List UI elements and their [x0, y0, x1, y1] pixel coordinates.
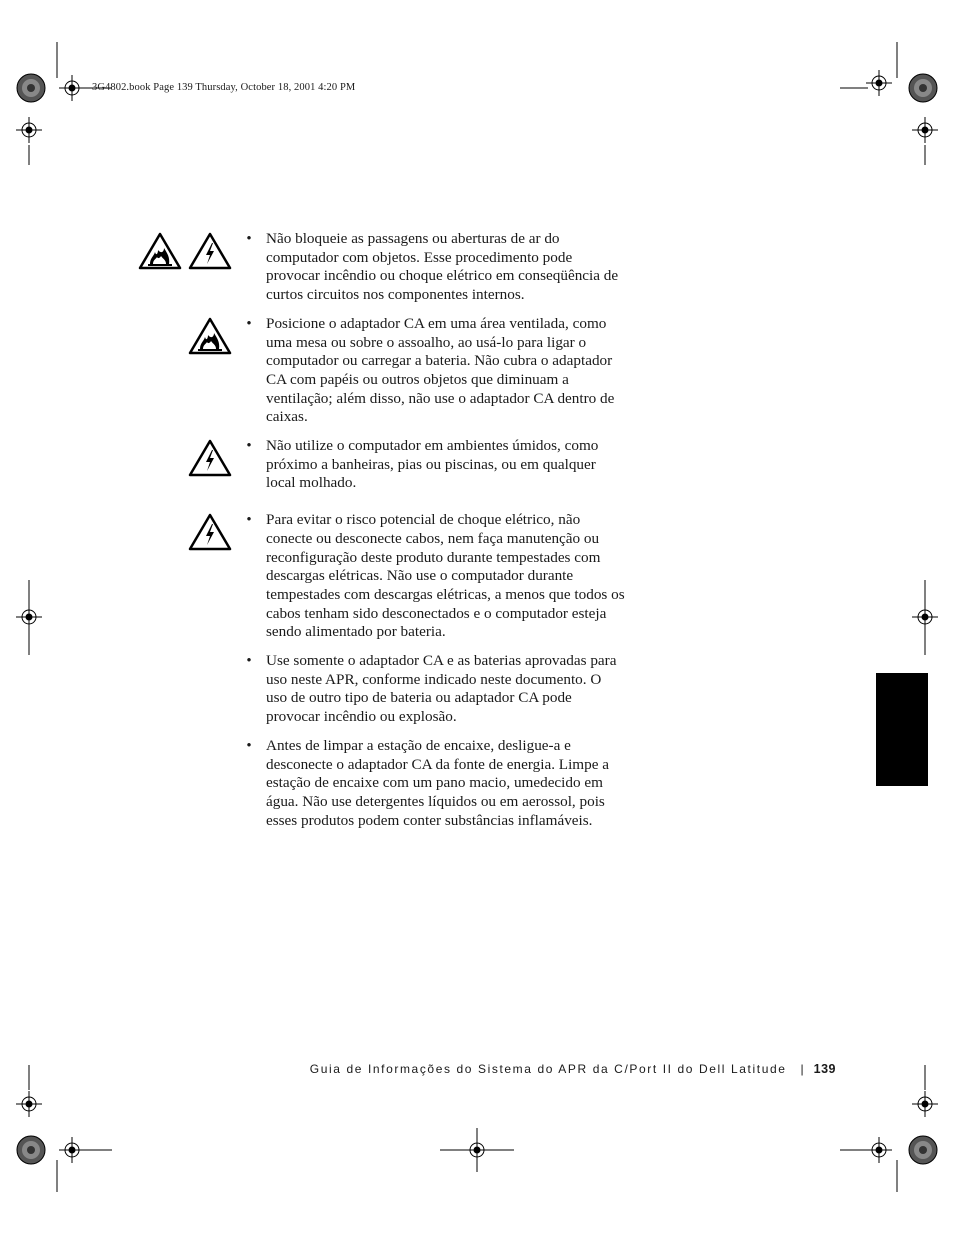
bullet: • [246, 737, 252, 754]
warning-icons [140, 737, 232, 831]
section-thumb-tab [876, 673, 928, 786]
warning-icons [140, 230, 232, 305]
page-number: 139 [813, 1062, 836, 1076]
list-item-text: Não utilize o computador em ambientes úmidos, como próximo a banheiras, pias ou piscinas, ou em qualquer local molhado. [266, 437, 599, 492]
list-item-text: Antes de limpar a estação de encaixe, desligue-a e desconecte o adaptador CA da fonte de energia. Limpe a estação de encaixe com um pano macio, umedecido em água. Não use detergentes líquidos ou em aerossol, pois esses produtos podem conter substâncias inflamáveis. [266, 736, 609, 829]
page-footer [310, 1062, 836, 1076]
list-item [140, 437, 630, 493]
list-item [140, 652, 630, 727]
warning-icons [140, 511, 232, 642]
footer-title: Guia de Informações do Sistema do APR da C/Port II do Dell Latitude [309, 1062, 787, 1076]
safety-instructions-list [140, 230, 630, 830]
bullet: • [246, 231, 252, 247]
running-head: 3G4802.book Page 139 Thursday, October 18, 2001 4:20 PM [92, 82, 356, 93]
warning-icons [140, 315, 232, 427]
electric-shock-warning-icon [188, 439, 232, 493]
bullet: • [246, 315, 252, 332]
bullet: • [246, 438, 252, 455]
fire-warning-icon [138, 232, 182, 305]
list-item [140, 230, 630, 305]
list-item [140, 737, 630, 831]
list-item-text: Posicione o adaptador CA em uma área ventilada, como uma mesa ou sobre o assoalho, ao usá-lo para ligar o computador ou carregar a bateria. Não cubra o adaptador CA com papéis ou outros objetos que diminuam a ventilação; além disso, não use o adaptador CA dentro de caixas. [266, 314, 615, 426]
electric-shock-warning-icon [188, 513, 232, 642]
bullet: • [246, 653, 252, 670]
warning-icons [140, 437, 232, 493]
list-item-text: Não bloqueie as passagens ou aberturas de ar do computador com objetos. Esse procedimento pode provocar incêndio ou choque elétrico em conseqüência de curtos circuitos nos componentes internos. [266, 230, 619, 304]
footer-separator: | [800, 1062, 804, 1076]
list-item-text: Para evitar o risco potencial de choque elétrico, não conecte ou desconecte cabos, nem faça manutenção ou reconfiguração deste produto durante tempestades com descargas elétricas. Não use o computador durante tempestades com descargas elétricas, a menos que todos os cabos tenham sido desconectados e o computador esteja sendo alimentado por bateria. [266, 511, 625, 641]
list-item [140, 315, 630, 427]
list-item-text: Use somente o adaptador CA e as baterias aprovadas para uso neste APR, conforme indicado neste documento. O uso de outro tipo de bateria ou adaptador CA pode provocar incêndio ou explosão. [266, 652, 617, 726]
warning-icons [140, 652, 232, 727]
list-item [140, 511, 630, 642]
bullet: • [246, 512, 252, 529]
fire-warning-icon [188, 317, 232, 427]
electric-shock-warning-icon [188, 232, 232, 305]
